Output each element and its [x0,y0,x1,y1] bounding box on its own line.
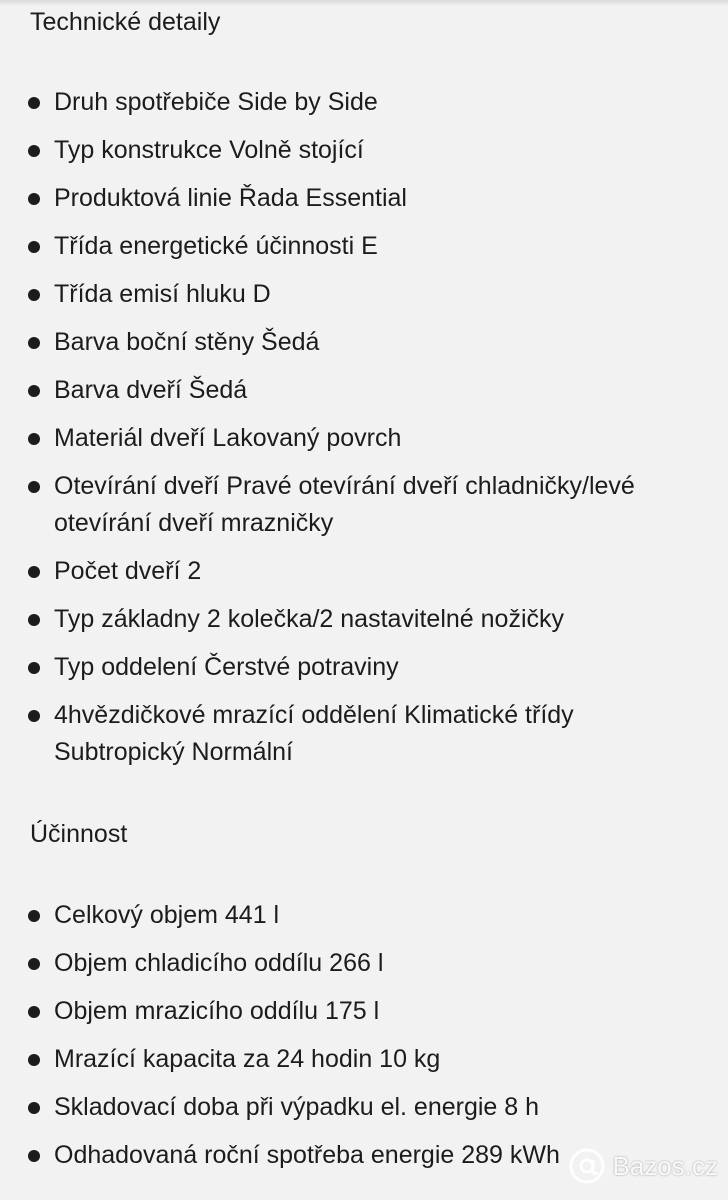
spec-item-text: Celkový objem 441 l [54,901,280,929]
spec-list-item [0,993,728,1030]
spec-item-text: Odhadovaná roční spotřeba energie 289 kWh [54,1141,560,1169]
spec-list-item [0,897,728,934]
bullet-icon [28,1054,40,1066]
bullet-icon [28,910,40,922]
bullet-icon [28,566,40,578]
bullet-icon [28,710,40,722]
bullet-icon [28,1006,40,1018]
watermark-text: Bazos.cz [612,1150,718,1181]
spec-item-text: Otevírání dveří Pravé otevírání dveří chladničky/levé otevírání dveří mrazničky [54,472,635,537]
spec-list-item [0,84,728,121]
spec-list-item [0,324,728,361]
spec-list-item [0,945,728,982]
bullet-icon [28,289,40,301]
spec-item-text: Typ základny 2 kolečka/2 nastavitelné nožičky [54,605,564,633]
spec-item-text: Materiál dveří Lakovaný povrch [54,424,402,452]
spec-list-item [0,1041,728,1078]
spec-list-item [0,697,728,771]
bullet-icon [28,145,40,157]
spec-item-text: Třída energetické účinnosti E [54,232,378,260]
spec-list-item [0,1089,728,1126]
spec-list-efficiency [0,897,728,1185]
spec-list-item [0,228,728,265]
bullet-icon [28,1150,40,1162]
spec-list-item [0,180,728,217]
spec-item-text: Barva dveří Šedá [54,376,248,404]
spec-item-text: 4hvězdičkové mrazící oddělení Klimatické třídy Subtropický Normální [54,701,574,766]
bullet-icon [28,614,40,626]
bullet-icon [28,433,40,445]
bullet-icon [28,958,40,970]
spec-item-text: Objem mrazicího oddílu 175 l [54,997,380,1025]
spec-list-item [0,372,728,409]
bazos-watermark [567,1146,719,1186]
spec-list-item [0,649,728,686]
spec-item-text: Objem chladicího oddílu 266 l [54,949,384,977]
bullet-icon [28,662,40,674]
spec-item-text: Počet dveří 2 [54,557,202,585]
bullet-icon [28,385,40,397]
spec-item-text: Mrazící kapacita za 24 hodin 10 kg [54,1045,441,1073]
spec-item-text: Skladovací doba při výpadku el. energie 8 h [54,1093,540,1121]
bullet-icon [28,241,40,253]
at-sign-logo-icon [567,1146,607,1186]
spec-list-item [0,553,728,590]
bullet-icon [28,481,40,493]
spec-item-text: Barva boční stěny Šedá [54,328,320,356]
spec-list-item [0,276,728,313]
bullet-icon [28,97,40,109]
spec-item-text: Typ konstrukce Volně stojící [54,136,364,164]
spec-list-item [0,132,728,169]
bullet-icon [28,193,40,205]
spec-list-item [0,601,728,638]
section-heading-technical: Technické detaily [30,8,221,36]
spec-item-text: Třída emisí hluku D [54,280,271,308]
section-heading-efficiency: Účinnost [30,820,128,848]
spec-list-technical [0,84,728,782]
spec-list-item [0,468,728,542]
spec-item-text: Produktová linie Řada Essential [54,184,407,212]
spec-item-text: Typ oddelení Čerstvé potraviny [54,653,399,681]
spec-item-text: Druh spotřebiče Side by Side [54,88,378,116]
bullet-icon [28,1102,40,1114]
spec-list-item [0,420,728,457]
bullet-icon [28,337,40,349]
